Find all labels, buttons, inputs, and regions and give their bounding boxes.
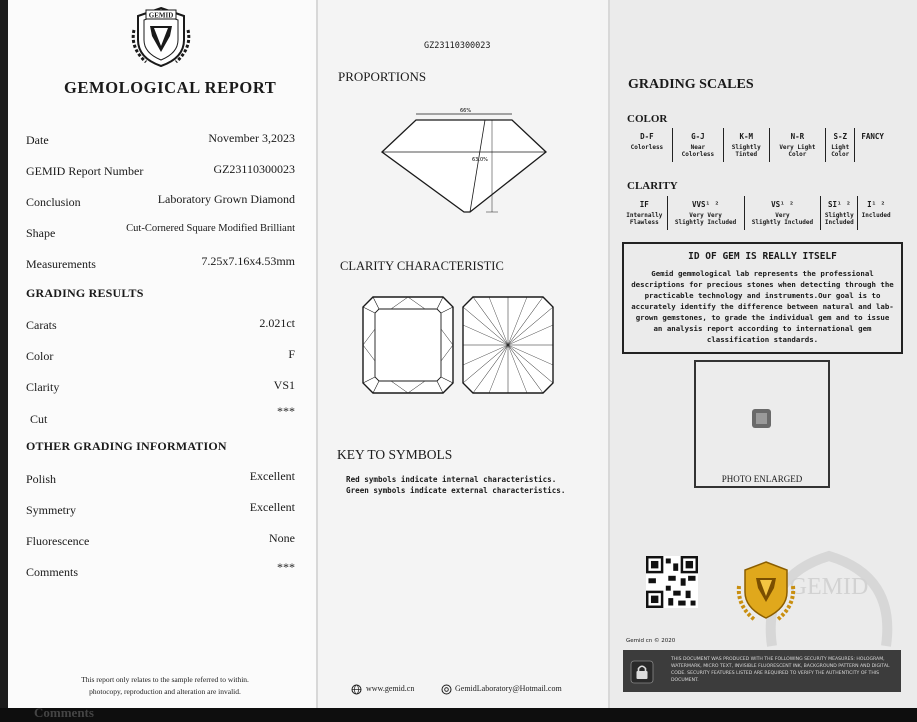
disclaimer bbox=[20, 674, 310, 698]
key-to-symbols-heading: KEY TO SYMBOLS bbox=[337, 447, 453, 462]
clarity-scale-table bbox=[622, 196, 894, 230]
scale-desc bbox=[855, 144, 890, 162]
grade-label: Carats bbox=[26, 318, 57, 332]
grade-label: Cut bbox=[30, 412, 48, 426]
qr-code-icon[interactable] bbox=[646, 556, 698, 608]
scale-desc: Internally Flawless bbox=[622, 212, 667, 230]
other-label: Fluorescence bbox=[26, 534, 90, 548]
scale-grade: I¹ ² bbox=[867, 199, 886, 209]
fold-line bbox=[316, 0, 318, 708]
svg-text:GEMID: GEMID bbox=[148, 11, 174, 20]
hologram-seal-icon bbox=[731, 556, 801, 626]
field-value: Laboratory Grown Diamond bbox=[157, 192, 295, 206]
key-line: Green symbols indicate external characteristics. bbox=[346, 486, 566, 495]
scale-desc: Light Color bbox=[826, 144, 855, 162]
key-to-symbols-text bbox=[346, 474, 565, 496]
grade-value: VS1 bbox=[273, 378, 295, 392]
key-line: Red symbols indicate internal characteristics. bbox=[346, 475, 557, 484]
about-gemid-box bbox=[622, 242, 903, 354]
field-value: Cut-Cornered Square Modified Brilliant bbox=[126, 223, 295, 234]
grading-scales-heading: GRADING SCALES bbox=[628, 77, 754, 92]
field-label: Date bbox=[26, 133, 49, 147]
color-scale-table bbox=[622, 128, 890, 162]
scale-desc: Slightly Tinted bbox=[723, 144, 769, 162]
grade-value: F bbox=[288, 347, 295, 361]
about-title: ID OF GEM IS REALLY ITSELF bbox=[688, 251, 837, 262]
stone-photo bbox=[752, 409, 771, 428]
scale-desc: Colorless bbox=[622, 144, 672, 162]
other-label: Polish bbox=[26, 472, 57, 486]
crown-plot-diagram bbox=[361, 295, 455, 395]
gemid-logo bbox=[126, 2, 196, 70]
scale-desc: Very Light Color bbox=[769, 144, 826, 162]
photo-caption: PHOTO ENLARGED bbox=[721, 474, 803, 484]
field-value: November 3,2023 bbox=[208, 131, 295, 145]
clarity-scale-heading: CLARITY bbox=[627, 180, 678, 192]
other-grading-heading: OTHER GRADING INFORMATION bbox=[26, 439, 227, 453]
email-link[interactable]: GemidLaboratory@Hotmail.com bbox=[455, 684, 562, 693]
copyright: Gemid cn © 2020 bbox=[626, 638, 676, 644]
scale-grade: K-M bbox=[723, 128, 769, 144]
table-percent: 66% bbox=[460, 108, 472, 114]
other-value: None bbox=[269, 531, 295, 545]
other-value: *** bbox=[277, 560, 295, 574]
scale-grade: G-J bbox=[672, 128, 723, 144]
globe-icon bbox=[351, 684, 362, 695]
report-number-stamp: GZ23110300023 bbox=[424, 41, 491, 51]
grade-label: Clarity bbox=[26, 380, 60, 394]
cutoff-text: Comments bbox=[34, 708, 94, 720]
security-strip bbox=[623, 650, 901, 692]
scale-grade: VVS¹ ² bbox=[667, 196, 744, 212]
grade-label: Color bbox=[26, 349, 54, 363]
other-label: Comments bbox=[26, 565, 79, 579]
svg-text:GEMID: GEMID bbox=[789, 574, 869, 600]
field-label: Conclusion bbox=[26, 195, 81, 209]
scale-desc: Very Very Slightly Included bbox=[667, 212, 744, 230]
scale-grade: D-F bbox=[622, 128, 672, 144]
email-icon bbox=[441, 684, 452, 695]
scale-grade: S-Z bbox=[826, 128, 855, 144]
disclaimer-line: photocopy, reproduction and alteration are invalid. bbox=[89, 687, 241, 696]
report-panel bbox=[8, 0, 316, 708]
fold-line bbox=[608, 0, 610, 708]
field-label: Measurements bbox=[26, 257, 96, 271]
scale-desc: Included bbox=[861, 212, 891, 219]
field-value: GZ23110300023 bbox=[213, 162, 295, 176]
scale-grade: SI¹ ² bbox=[821, 196, 858, 212]
scale-grade: FANCY bbox=[861, 131, 884, 141]
security-notice: THIS DOCUMENT WAS PRODUCED WITH THE FOLLOWING SECURITY MEASURES: HOLOGRAM, WATERMARK, MICRO TEXT, INVISIBLE FLUORESCENT INK, BACKGROUND PATTERN AND DIGITAL CODE. SECURITY FEATURES LISTED ARE REQUIRED TO VERIFY THE AUTHENTICITY OF THIS DOCUMENT. bbox=[671, 657, 890, 683]
photo-enlarged-box bbox=[694, 360, 830, 488]
report-title: GEMOLOGICAL REPORT bbox=[64, 78, 277, 97]
scale-desc: Near Colorless bbox=[672, 144, 723, 162]
grade-value: 2.021ct bbox=[259, 316, 295, 330]
scale-grade: VS¹ ² bbox=[744, 196, 821, 212]
lock-icon bbox=[629, 660, 655, 684]
disclaimer-line: This report only relates to the sample referred to within. bbox=[81, 675, 249, 684]
grade-value: *** bbox=[277, 404, 295, 418]
website-link[interactable]: www.gemid.cn bbox=[366, 684, 415, 693]
other-value: Excellent bbox=[249, 500, 295, 514]
field-label: Shape bbox=[26, 226, 56, 240]
other-label: Symmetry bbox=[26, 503, 76, 517]
scale-desc: Slightly Included bbox=[821, 212, 858, 230]
color-scale-heading: COLOR bbox=[627, 113, 668, 125]
field-label: GEMID Report Number bbox=[26, 164, 144, 178]
field-value: 7.25x7.16x4.53mm bbox=[201, 254, 295, 268]
scale-grade: IF bbox=[622, 196, 667, 212]
depth-percent: 63.0% bbox=[472, 157, 488, 163]
clarity-characteristic-heading: CLARITY CHARACTERISTIC bbox=[340, 259, 504, 273]
pavilion-plot-diagram bbox=[461, 295, 555, 395]
scale-desc: Very Slightly Included bbox=[744, 212, 821, 230]
other-value: Excellent bbox=[249, 469, 295, 483]
proportions-diagram bbox=[374, 106, 554, 216]
scale-grade: N-R bbox=[769, 128, 826, 144]
grading-results-heading: GRADING RESULTS bbox=[26, 286, 144, 300]
background-strip bbox=[0, 708, 917, 722]
about-body: Gemid gemmological lab represents the professional descriptions for precious stones when detecting through the practicable technology and instruments.Our goal is to accurately identify the difference between natural and lab-grown gemstones, to grade the individual gem and to issue an analysis report according to international gem classification standards. bbox=[631, 269, 894, 344]
proportions-heading: PROPORTIONS bbox=[338, 69, 427, 84]
